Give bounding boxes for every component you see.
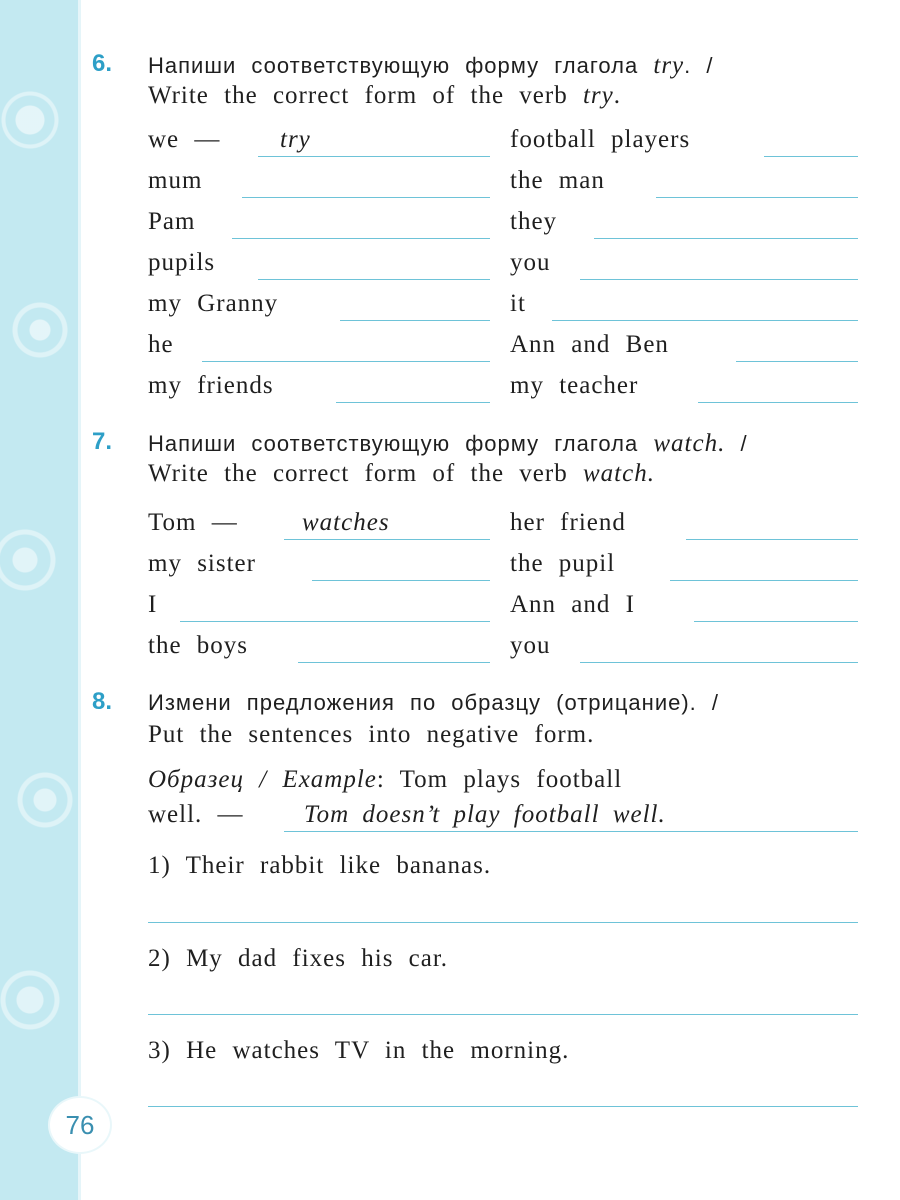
- task-8-example-prefix: well. —: [148, 801, 244, 828]
- task-6-subject: they: [510, 208, 558, 235]
- task-6-subject: football players: [510, 126, 691, 153]
- task-8-sentence: 2) My dad fixes his car.: [148, 945, 449, 972]
- task-7-answer-field[interactable]: [312, 580, 490, 581]
- task-8-example-answer: Tom doesn’t play football well.: [304, 801, 666, 828]
- task-6-subject: mum: [148, 167, 203, 194]
- task-8-answer-line[interactable]: [148, 1014, 858, 1015]
- task-6-subject: it: [510, 290, 526, 317]
- task-7-instruction-ru: Напиши соответствующую форму глагола watch. /: [148, 430, 748, 457]
- task-6-subject: you: [510, 249, 551, 276]
- task-8-sentence: 1) Their rabbit like bananas.: [148, 852, 492, 879]
- task-7-subject: the pupil: [510, 550, 616, 577]
- task-6-subject: we —: [148, 126, 221, 153]
- task-6-subject: my friends: [148, 372, 274, 399]
- task-6-answer-field[interactable]: [258, 156, 490, 157]
- task-7-subject: Tom —: [148, 509, 238, 536]
- task-6-answer-field[interactable]: [580, 279, 858, 280]
- task-7-answer-field[interactable]: [298, 662, 490, 663]
- task-6-subject: Pam: [148, 208, 196, 235]
- page-number: 76: [50, 1098, 110, 1152]
- task-7-answer-field[interactable]: [694, 621, 858, 622]
- task-7-subject: the boys: [148, 632, 249, 659]
- task-6-instruction-en: Write the correct form of the verb try.: [148, 82, 622, 109]
- task-6-answer-field[interactable]: [336, 402, 490, 403]
- task-6-number: 6.: [92, 50, 113, 77]
- task-8-instruction-en: Put the sentences into negative form.: [148, 721, 595, 748]
- task-7-subject: you: [510, 632, 551, 659]
- task-8-number: 8.: [92, 688, 113, 715]
- task-7-subject: my sister: [148, 550, 256, 577]
- task-7-answer-field[interactable]: [670, 580, 858, 581]
- task-6-answer-field[interactable]: [232, 238, 490, 239]
- task-7-instruction-en: Write the correct form of the verb watch.: [148, 460, 655, 487]
- task-8-example-line: Образец / Example: Tom plays football: [148, 766, 623, 793]
- task-6-answer-field[interactable]: [202, 361, 490, 362]
- task-7-answer-field[interactable]: [180, 621, 490, 622]
- task-7-example-answer: watches: [302, 509, 390, 536]
- task-7-subject: Ann and I: [510, 591, 635, 618]
- task-6-answer-field[interactable]: [258, 279, 490, 280]
- task-8-example-answer-line: [284, 831, 858, 832]
- task-6-answer-field[interactable]: [340, 320, 490, 321]
- task-7-answer-field[interactable]: [580, 662, 858, 663]
- task-6-example-answer: try: [280, 126, 311, 153]
- task-6-answer-field[interactable]: [552, 320, 858, 321]
- task-6-instruction-ru: Напиши соответствующую форму глагола try. /: [148, 52, 714, 79]
- task-8-answer-line[interactable]: [148, 1106, 858, 1107]
- task-7-answer-field[interactable]: [686, 539, 858, 540]
- task-6-answer-field[interactable]: [242, 197, 490, 198]
- task-6-subject: Ann and Ben: [510, 331, 669, 358]
- task-6-answer-field[interactable]: [698, 402, 858, 403]
- task-8-instruction-ru: Измени предложения по образцу (отрицание). /: [148, 690, 720, 715]
- task-6-answer-field[interactable]: [736, 361, 858, 362]
- task-7-number: 7.: [92, 428, 113, 455]
- task-8-answer-line[interactable]: [148, 922, 858, 923]
- task-6-subject: the man: [510, 167, 605, 194]
- task-7-subject: I: [148, 591, 158, 618]
- task-6-subject: my Granny: [148, 290, 279, 317]
- task-6-answer-field[interactable]: [764, 156, 858, 157]
- task-6-answer-field[interactable]: [656, 197, 858, 198]
- task-6-subject: my teacher: [510, 372, 639, 399]
- task-7-answer-field[interactable]: [284, 539, 490, 540]
- task-6-subject: he: [148, 331, 174, 358]
- task-6-answer-field[interactable]: [594, 238, 858, 239]
- margin-edge: [78, 0, 81, 1200]
- decorative-margin: [0, 0, 78, 1200]
- task-7-subject: her friend: [510, 509, 626, 536]
- task-8-sentence: 3) He watches TV in the morning.: [148, 1037, 570, 1064]
- task-6-subject: pupils: [148, 249, 216, 276]
